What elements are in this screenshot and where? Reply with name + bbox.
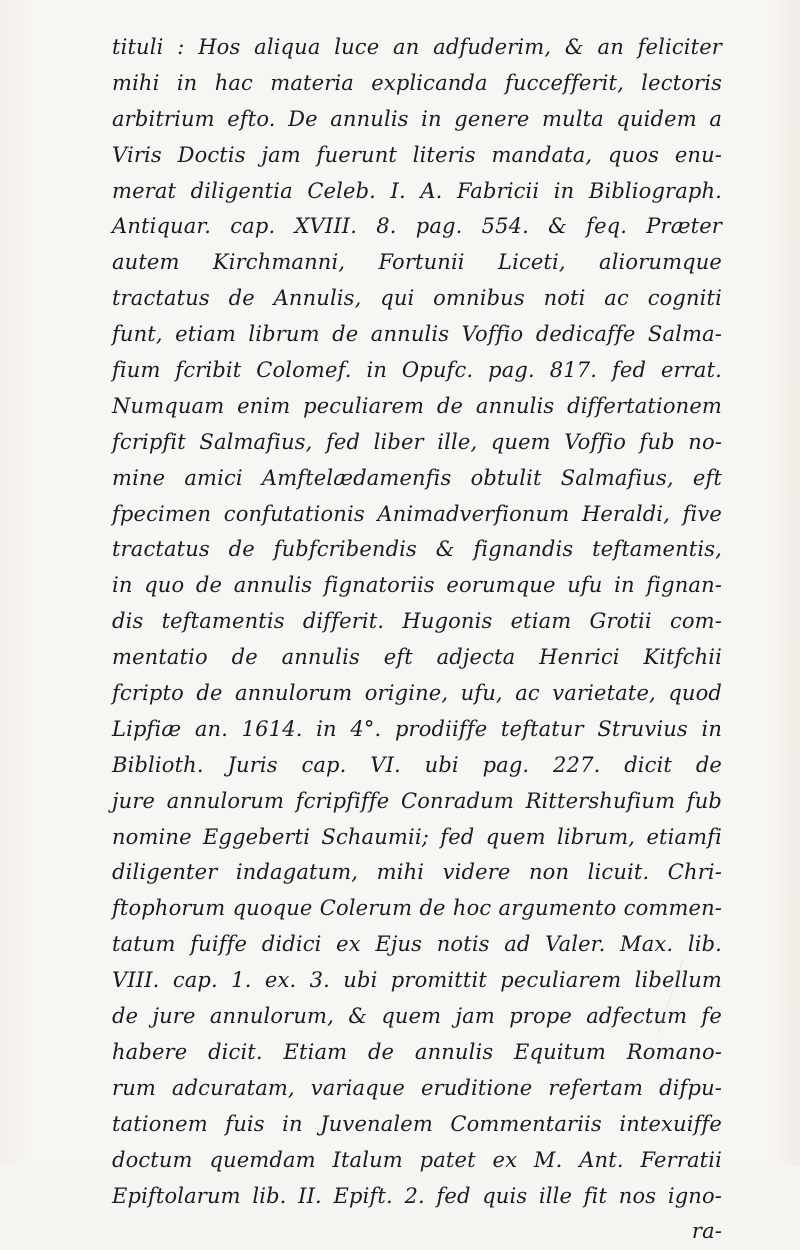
text-line: tatum fuiffe didici ex Ejus notis ad Valer. Max. lib. — [112, 932, 722, 957]
text-line: tationem fuis in Juvenalem Commentariis intexuiffe — [112, 1111, 722, 1136]
text-line: jure annulorum fcripfiffe Conradum Rittershufium fub — [112, 788, 722, 813]
text-line: merat diligentia Celeb. I. A. Fabricii in Bibliograph. — [112, 178, 722, 203]
text-line: nomine Eggeberti Schaumii; fed quem librum, etiamfi — [112, 824, 722, 849]
text-line: ftophorum quoque Colerum de hoc argumento commen- — [112, 896, 722, 921]
text-line: mine amici Amftelædamenfis obtulit Salmafius, eft — [112, 465, 722, 490]
text-line: fcripfit Salmafius, fed liber ille, quem Voffio fub no- — [112, 429, 722, 454]
text-line: mentatio de annulis eft adjecta Henrici Kitfchii — [112, 645, 722, 670]
text-line: fcripto de annulorum origine, ufu, ac varietate, quod — [112, 681, 722, 706]
text-line: Viris Doctis jam fuerunt literis mandata, quos enu- — [112, 142, 722, 167]
text-line: Lipfiæ an. 1614. in 4°. prodiiffe teftatur Struvius in — [112, 716, 722, 741]
catchword: ra- — [691, 1219, 722, 1244]
text-line: Biblioth. Juris cap. VI. ubi pag. 227. dicit de — [112, 752, 722, 777]
text-line: doctum quemdam Italum patet ex M. Ant. Ferratii — [112, 1147, 722, 1172]
text-line: Epiftolarum lib. II. Epift. 2. fed quis ille fit nos igno- — [112, 1183, 722, 1208]
text-line: Numquam enim peculiarem de annulis differtationem — [112, 393, 722, 418]
text-line: de jure annulorum, & quem jam prope adfectum fe — [112, 1004, 722, 1029]
text-line: VIII. cap. 1. ex. 3. ubi promittit peculiarem libellum — [112, 968, 722, 993]
text-line: fium fcribit Colomef. in Opufc. pag. 817. fed errat. — [112, 358, 722, 383]
text-line: tituli : Hos aliqua luce an adfuderim, & an feliciter — [112, 35, 722, 59]
text-line: autem Kirchmanni, Fortunii Liceti, aliorumque — [112, 250, 722, 275]
text-line: in quo de annulis fignatoriis eorumque ufu in fignan- — [112, 573, 722, 598]
text-line: habere dicit. Etiam de annulis Equitum Romano- — [112, 1039, 722, 1064]
text-line: dis teftamentis differit. Hugonis etiam Grotii com- — [112, 609, 722, 634]
text-line: fpecimen confutationis Animadverfionum Heraldi, five — [112, 501, 722, 526]
text-line: Antiquar. cap. XVIII. 8. pag. 554. & feq. Præter — [112, 214, 722, 239]
text-line: diligenter indagatum, mihi videre non licuit. Chri- — [112, 860, 722, 885]
text-line: funt, etiam librum de annulis Voffio dedicaffe Salma- — [112, 322, 722, 347]
text-line: tractatus de Annulis, qui omnibus noti ac cogniti — [112, 286, 722, 311]
text-line: rum adcuratam, variaque eruditione refertam difpu- — [112, 1075, 722, 1100]
latin-text-block — [112, 30, 722, 1250]
text-line: tractatus de fubfcribendis & fignandis teftamentis, — [112, 537, 722, 562]
text-line: mihi in hac materia explicanda fuccefferit, lectoris — [112, 70, 722, 95]
text-line: arbitrium efto. De annulis in genere multa quidem a — [112, 106, 722, 131]
